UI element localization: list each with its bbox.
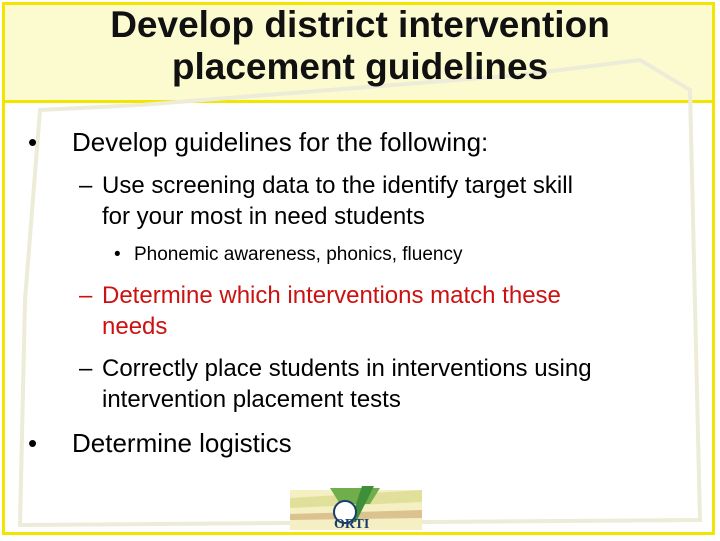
bullet-marker: • (114, 244, 121, 265)
bullet-text: Develop guidelines for the following: (72, 127, 489, 157)
bullet-marker: • (28, 428, 38, 458)
bullet-text: Determine logistics (72, 428, 292, 458)
sub-bullet-text: intervention placement tests (102, 386, 401, 413)
title-line-2: placement guidelines (171, 46, 549, 87)
dash-marker: – (79, 282, 93, 309)
sub-bullet-text: for your most in need students (102, 203, 425, 230)
dash-marker: – (79, 355, 93, 382)
slide-title (0, 4, 720, 88)
sub-bullet-text: Determine which interventions match these (102, 282, 561, 309)
sub-bullet-text: Correctly place students in interventions using (102, 355, 592, 382)
dash-marker: – (79, 172, 93, 199)
sub-sub-bullet-text: Phonemic awareness, phonics, fluency (134, 244, 463, 265)
sub-bullet-text: needs (102, 313, 168, 340)
orti-logo-icon (290, 484, 422, 536)
logo-text: ORTI (334, 517, 370, 532)
title-line-1: Develop district intervention (110, 4, 610, 45)
bullet-marker: • (28, 127, 38, 157)
sub-bullet-text: Use screening data to the identify target skill (102, 172, 573, 199)
